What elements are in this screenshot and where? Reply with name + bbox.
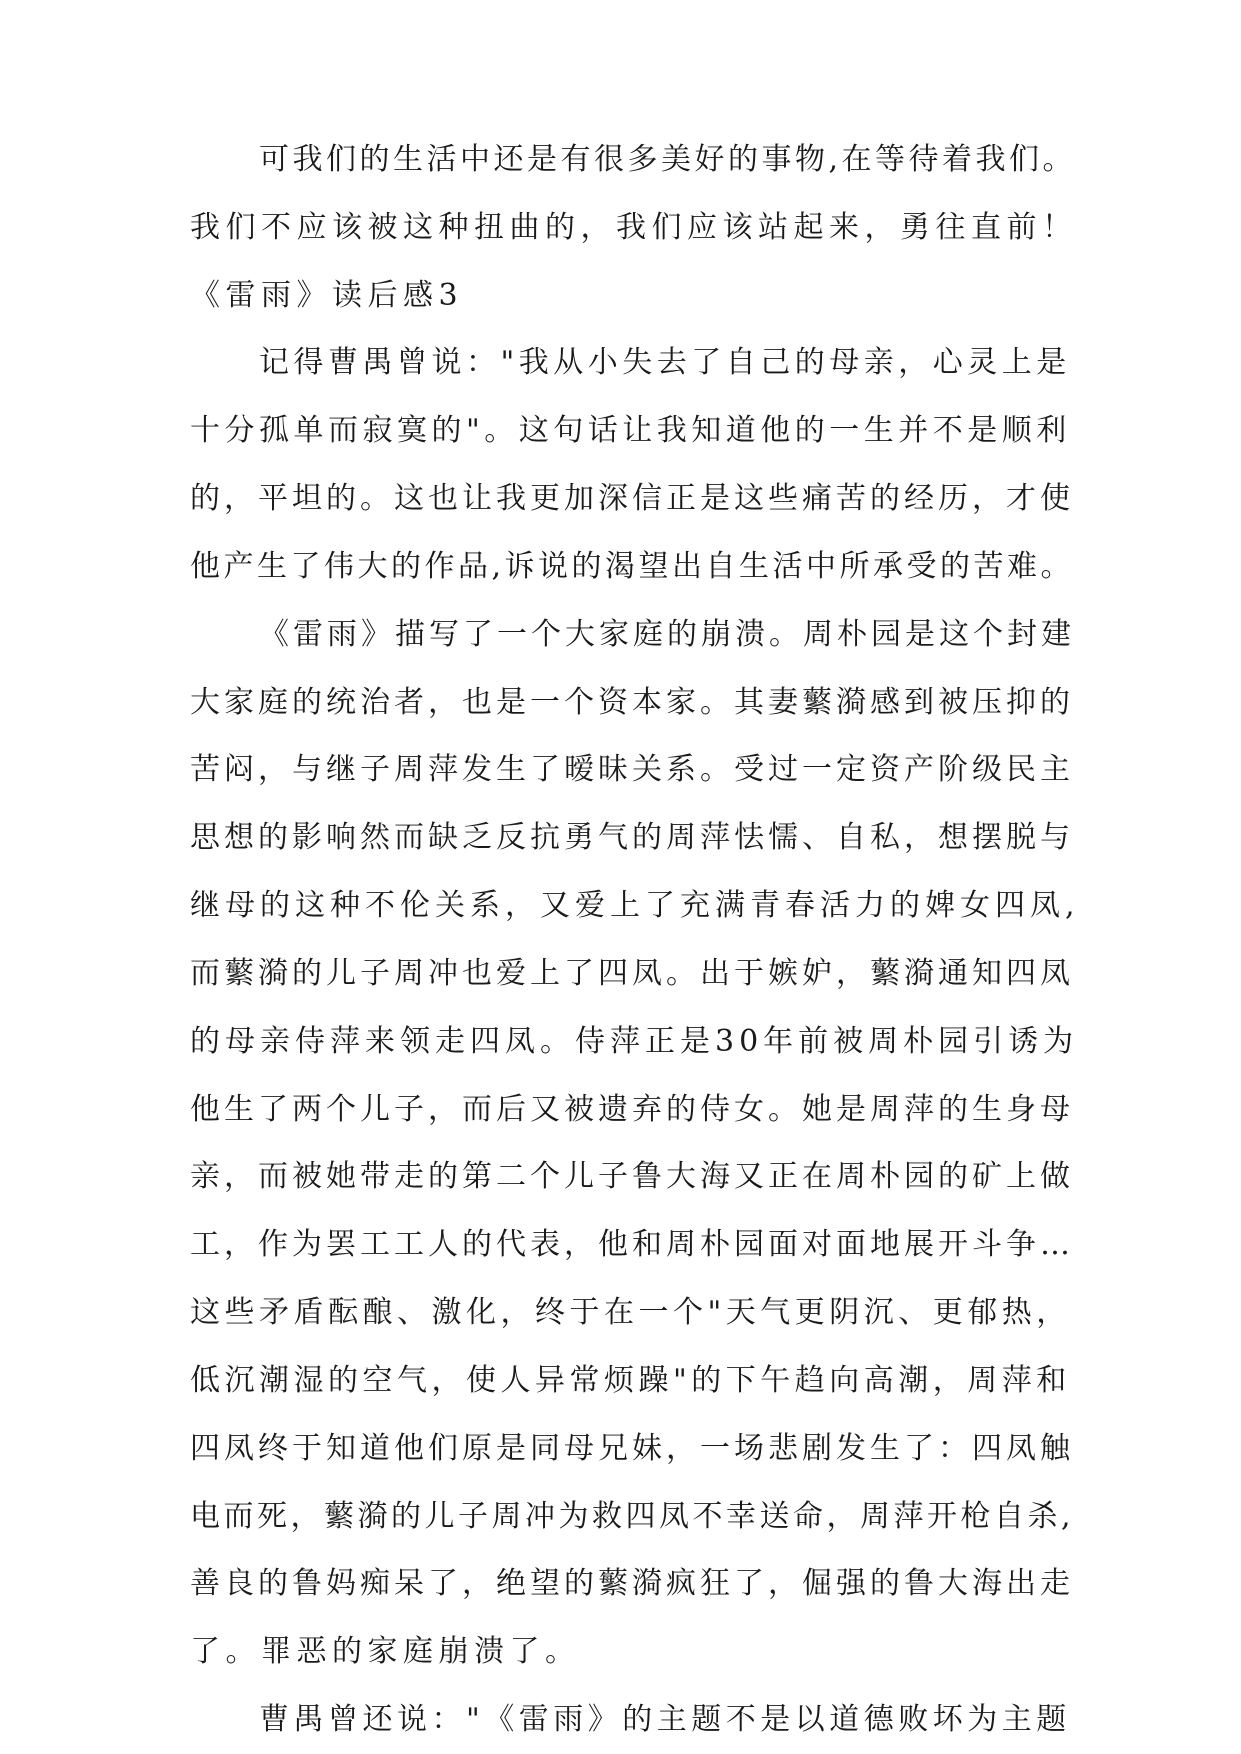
paragraph-line-12: 继母的这种不伦关系，又爱上了充满青春活力的婢女四凤, — [190, 888, 1080, 923]
paragraph-line-13: 而蘩漪的儿子周冲也爱上了四凤。出于嫉妒，蘩漪通知四凤 — [190, 956, 1074, 991]
paragraph-line-21: 电而死，蘩漪的儿子周冲为救四凤不幸送命，周萍开枪自杀, — [190, 1499, 1075, 1534]
paragraph-line-9: 大家庭的统治者，也是一个资本家。其妻蘩漪感到被压抑的 — [190, 685, 1074, 720]
paragraph-line-18: 这些矛盾酝酿、激化，终于在一个"天气更阴沉、更郁热， — [190, 1295, 1071, 1330]
paragraph-line-24: 曹禺曾还说："《雷雨》的主题不是以道德败坏为主题 — [259, 1702, 1071, 1737]
paragraph-line-4: 记得曹禺曾说："我从小失去了自己的母亲，心灵上是 — [259, 345, 1071, 380]
paragraph-line-20: 四凤终于知道他们原是同母兄妹，一场悲剧发生了：四凤触 — [190, 1431, 1074, 1466]
paragraph-line-8: 《雷雨》描写了一个大家庭的崩溃。周朴园是这个封建 — [259, 617, 1075, 652]
paragraph-line-1: 可我们的生活中还是有很多美好的事物,在等待着我们。 — [259, 142, 1077, 177]
section-heading: 《雷雨》读后感3 — [190, 278, 464, 313]
paragraph-line-6: 的，平坦的。这也让我更加深信正是这些痛苦的经历，才使 — [190, 481, 1074, 516]
paragraph-line-11: 思想的影响然而缺乏反抗勇气的周萍怯懦、自私，想摆脱与 — [190, 820, 1074, 855]
paragraph-line-15: 他生了两个儿子，而后又被遗弃的侍女。她是周萍的生身母 — [190, 1092, 1074, 1127]
paragraph-line-7: 他产生了伟大的作品,诉说的渴望出自生活中所承受的苦难。 — [190, 549, 1075, 584]
paragraph-line-22: 善良的鲁妈痴呆了，绝望的蘩漪疯狂了，倔强的鲁大海出走 — [190, 1566, 1074, 1601]
paragraph-line-19: 低沉潮湿的空气，使人异常烦躁"的下午趋向高潮，周萍和 — [190, 1363, 1071, 1398]
paragraph-line-23: 了。罪恶的家庭崩溃了。 — [190, 1634, 581, 1669]
paragraph-line-2: 我们不应该被这种扭曲的，我们应该站起来，勇往直前！ — [190, 210, 1078, 245]
paragraph-line-5: 十分孤单而寂寞的"。这句话让我知道他的一生并不是顺利 — [190, 413, 1071, 448]
paragraph-line-17: 工，作为罢工工人的代表，他和周朴园面对面地展开斗争… — [190, 1227, 1074, 1262]
paragraph-line-14: 的母亲侍萍来领走四凤。侍萍正是30年前被周朴园引诱为 — [190, 1024, 1079, 1059]
paragraph-line-10: 苦闷，与继子周萍发生了暧昧关系。受过一定资产阶级民主 — [190, 752, 1074, 787]
paragraph-line-16: 亲，而被她带走的第二个儿子鲁大海又正在周朴园的矿上做 — [190, 1159, 1074, 1194]
